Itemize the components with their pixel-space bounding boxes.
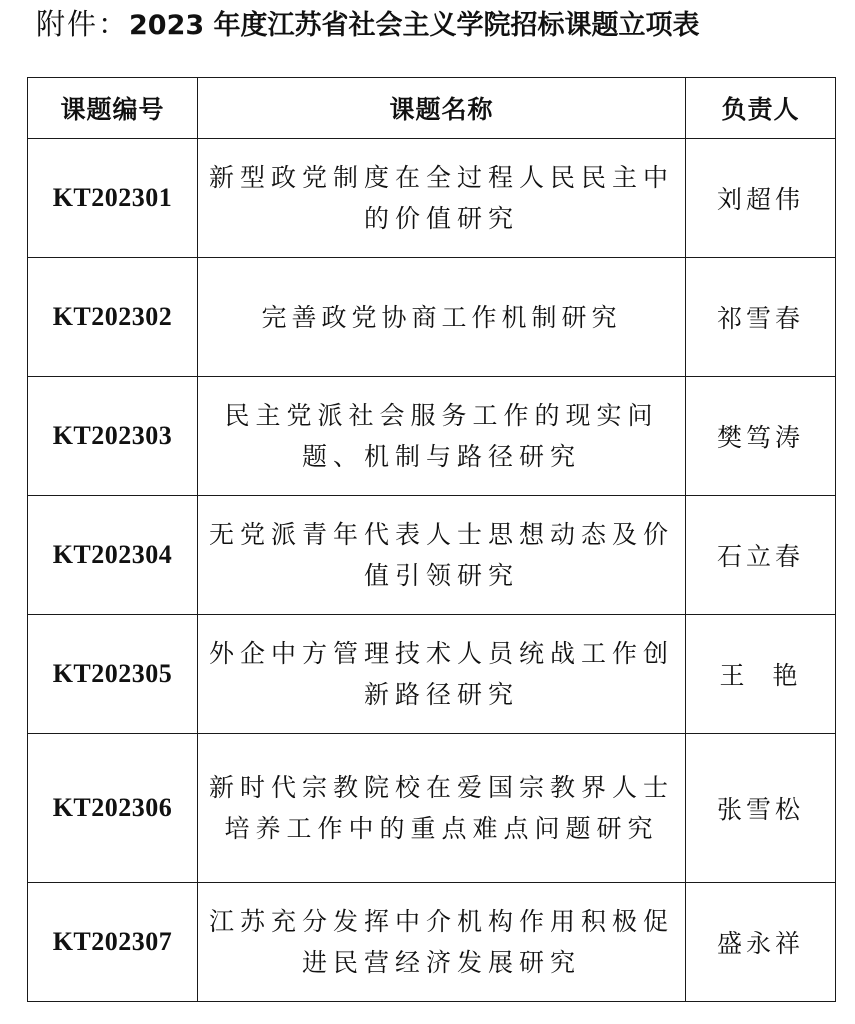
- project-lead-cell: 王 艳: [686, 615, 836, 734]
- project-approval-table: [27, 77, 836, 1002]
- header-project-id: 课题编号: [28, 78, 198, 139]
- project-lead-cell: 刘超伟: [686, 139, 836, 258]
- attachment-label: 附件：: [36, 7, 130, 41]
- page-title: [36, 4, 700, 44]
- project-lead-cell: 张雪松: [686, 734, 836, 883]
- project-id-cell: KT202306: [28, 734, 198, 883]
- project-id-cell: KT202301: [28, 139, 198, 258]
- document-title: 2023 年度江苏省社会主义学院招标课题立项表: [129, 10, 700, 41]
- project-lead-cell: 盛永祥: [686, 883, 836, 1002]
- table-row: [28, 258, 836, 377]
- project-id-cell: KT202303: [28, 377, 198, 496]
- project-name-cell: 新型政党制度在全过程人民民主中的价值研究: [198, 139, 686, 258]
- project-lead-cell: 祁雪春: [686, 258, 836, 377]
- project-id-cell: KT202305: [28, 615, 198, 734]
- table-row: [28, 734, 836, 883]
- table-row: [28, 496, 836, 615]
- table-row: [28, 883, 836, 1002]
- project-name-cell: 民主党派社会服务工作的现实问题、机制与路径研究: [198, 377, 686, 496]
- header-project-name: 课题名称: [198, 78, 686, 139]
- project-id-cell: KT202307: [28, 883, 198, 1002]
- table-row: [28, 377, 836, 496]
- project-lead-cell: 樊笃涛: [686, 377, 836, 496]
- project-name-cell: 完善政党协商工作机制研究: [198, 258, 686, 377]
- project-name-cell: 新时代宗教院校在爱国宗教界人士培养工作中的重点难点问题研究: [198, 734, 686, 883]
- table-header-row: [28, 78, 836, 139]
- project-id-cell: KT202302: [28, 258, 198, 377]
- table-row: [28, 615, 836, 734]
- project-id-cell: KT202304: [28, 496, 198, 615]
- header-project-lead: 负责人: [686, 78, 836, 139]
- project-name-cell: 外企中方管理技术人员统战工作创新路径研究: [198, 615, 686, 734]
- table-row: [28, 139, 836, 258]
- project-name-cell: 无党派青年代表人士思想动态及价值引领研究: [198, 496, 686, 615]
- project-name-cell: 江苏充分发挥中介机构作用积极促进民营经济发展研究: [198, 883, 686, 1002]
- project-lead-cell: 石立春: [686, 496, 836, 615]
